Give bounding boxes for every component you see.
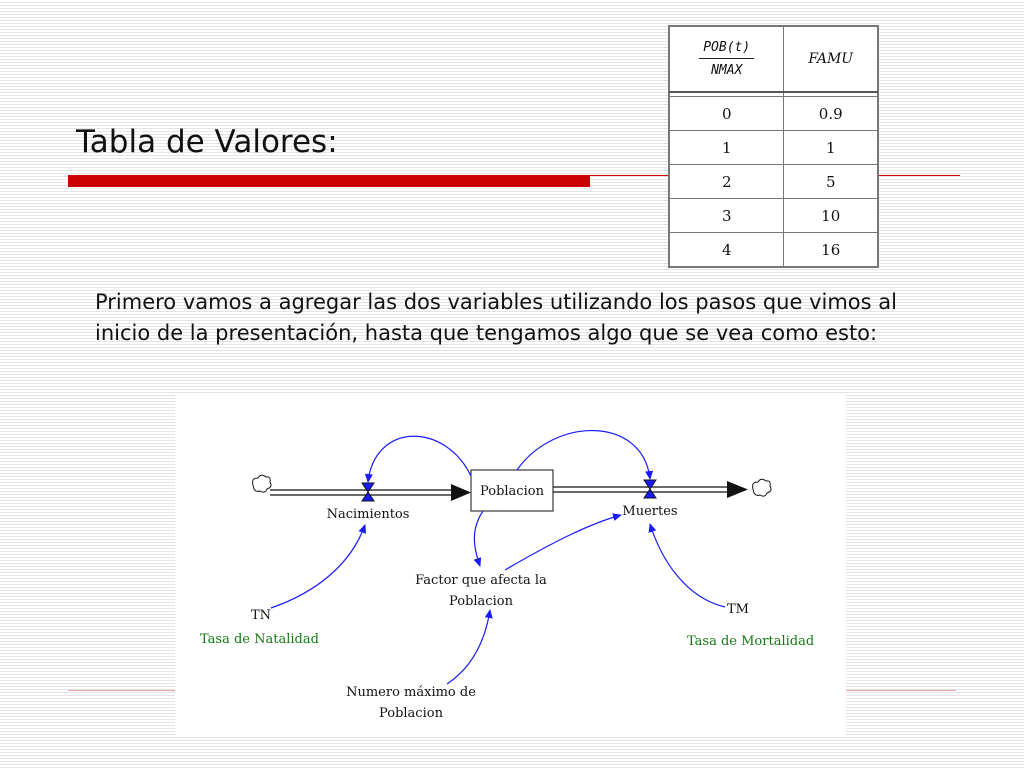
fraction-denominator: NMAX	[711, 63, 743, 78]
table-row	[670, 131, 878, 165]
poblacion-stock-label: Poblacion	[480, 484, 544, 499]
fraction	[699, 39, 754, 79]
table-cell-famu: 0.9	[784, 97, 878, 131]
table-row	[670, 97, 878, 131]
max-population-label-line2: Poblacion	[379, 706, 443, 721]
title-underline-bar	[68, 175, 590, 187]
sink-cloud-icon	[753, 479, 771, 496]
arrow-tm-to-muertes	[650, 524, 725, 607]
nacimientos-label: Nacimientos	[326, 507, 410, 522]
table-cell-x: 0	[670, 97, 784, 131]
tm-label: TM	[727, 602, 749, 617]
factor-label-line2: Poblacion	[449, 594, 513, 609]
table-cell-x: 1	[670, 131, 784, 165]
tm-description: Tasa de Mortalidad	[687, 634, 815, 649]
max-population-label-line1: Numero máximo de	[346, 685, 476, 700]
arrow-max-to-factor	[447, 610, 490, 684]
diagram-canvas	[175, 394, 846, 736]
header-famu: FAMU	[784, 27, 878, 93]
arrow-factor-to-muertes	[505, 515, 621, 570]
arrow-tn-to-nacimientos	[271, 525, 365, 608]
table-cell-famu: 10	[784, 199, 878, 233]
table-cell-famu: 5	[784, 165, 878, 199]
footer-divider-right	[846, 690, 956, 691]
stock-flow-diagram	[175, 394, 846, 736]
muertes-valve-icon	[644, 480, 656, 498]
table-cell-famu: 16	[784, 233, 878, 267]
table-row	[670, 199, 878, 233]
table-cell-x: 3	[670, 199, 784, 233]
slide-title: Tabla de Valores:	[76, 124, 338, 160]
table-row	[670, 165, 878, 199]
footer-divider-left	[68, 690, 176, 691]
table-cell-famu: 1	[784, 131, 878, 165]
values-table	[669, 26, 878, 267]
header-pob-nmax	[670, 27, 784, 93]
table-cell-x: 4	[670, 233, 784, 267]
table-header-row	[670, 27, 878, 93]
table-row	[670, 233, 878, 267]
body-paragraph: Primero vamos a agregar las dos variables utilizando los pasos que vimos al inicio de la presentación, hasta que tengamos algo que se vea como esto:	[95, 290, 897, 345]
table-cell-x: 2	[670, 165, 784, 199]
tn-label: TN	[251, 608, 272, 623]
arrow-poblacion-to-factor	[474, 511, 483, 566]
factor-label-line1: Factor que afecta la	[415, 573, 547, 588]
tn-description: Tasa de Natalidad	[200, 632, 319, 647]
fraction-numerator: POB(t)	[699, 39, 754, 59]
nacimientos-valve-icon	[362, 483, 374, 501]
source-cloud-icon	[253, 475, 271, 492]
arrow-poblacion-to-nacimientos	[368, 436, 471, 482]
muertes-label: Muertes	[622, 504, 678, 519]
